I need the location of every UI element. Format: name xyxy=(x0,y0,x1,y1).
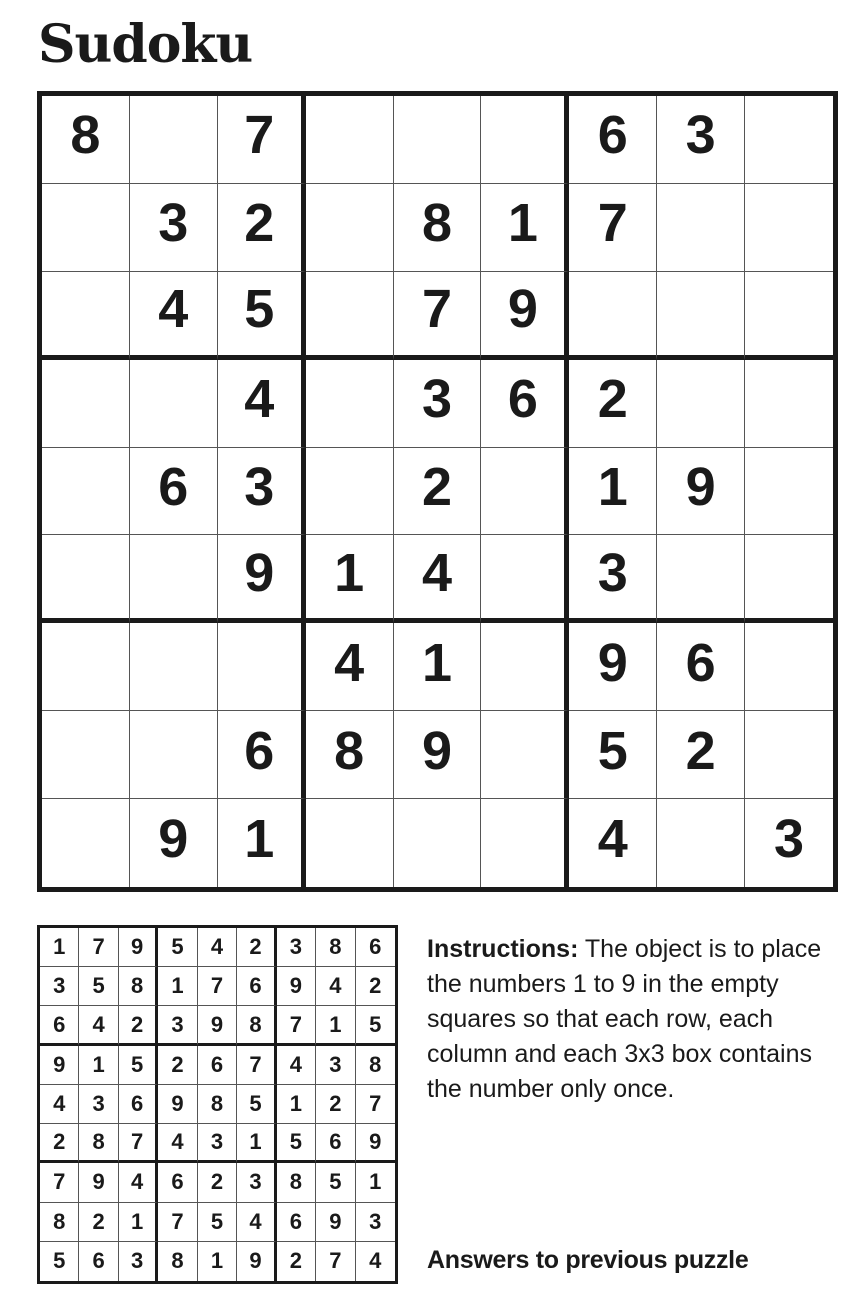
sudoku-cell[interactable] xyxy=(745,711,833,799)
solution-cell: 9 xyxy=(158,1085,197,1124)
solution-cell: 7 xyxy=(316,1242,355,1281)
solution-cell: 4 xyxy=(316,967,355,1006)
solution-cell: 8 xyxy=(277,1163,316,1202)
sudoku-cell: 9 xyxy=(481,272,569,360)
sudoku-cell[interactable] xyxy=(42,711,130,799)
solution-cell: 1 xyxy=(316,1006,355,1045)
sudoku-cell[interactable] xyxy=(306,184,394,272)
solution-cell: 4 xyxy=(277,1046,316,1085)
sudoku-cell: 9 xyxy=(657,448,745,536)
solution-cell: 1 xyxy=(237,1124,276,1163)
sudoku-cell: 8 xyxy=(306,711,394,799)
solution-cell: 1 xyxy=(79,1046,118,1085)
solution-cell: 7 xyxy=(237,1046,276,1085)
sudoku-cell: 7 xyxy=(569,184,657,272)
sudoku-cell[interactable] xyxy=(306,448,394,536)
instructions-text: The object is to place the numbers 1 to 9 in the empty squares so that each row, each column and each 3x3 box contains the number only once. xyxy=(427,935,822,1103)
sudoku-cell[interactable] xyxy=(481,799,569,887)
sudoku-cell: 9 xyxy=(218,535,306,623)
sudoku-cell[interactable] xyxy=(218,623,306,711)
solution-cell: 6 xyxy=(277,1203,316,1242)
solution-cell: 7 xyxy=(356,1085,395,1124)
solution-cell: 3 xyxy=(316,1046,355,1085)
sudoku-cell: 9 xyxy=(130,799,218,887)
sudoku-cell: 8 xyxy=(394,184,482,272)
sudoku-cell: 2 xyxy=(657,711,745,799)
solution-cell: 7 xyxy=(158,1203,197,1242)
solution-cell: 8 xyxy=(198,1085,237,1124)
solution-cell: 3 xyxy=(277,928,316,967)
sudoku-cell: 5 xyxy=(218,272,306,360)
solution-cell: 8 xyxy=(158,1242,197,1281)
solution-cell: 9 xyxy=(198,1006,237,1045)
sudoku-cell[interactable] xyxy=(657,272,745,360)
sudoku-cell[interactable] xyxy=(42,623,130,711)
solution-cell: 9 xyxy=(79,1163,118,1202)
solution-cell: 4 xyxy=(369,1248,382,1274)
sudoku-cell: 3 xyxy=(130,184,218,272)
sudoku-cell: 7 xyxy=(394,272,482,360)
sudoku-cell[interactable] xyxy=(657,535,745,623)
sudoku-cell: 4 xyxy=(130,272,218,360)
solution-cell: 4 xyxy=(158,1124,197,1163)
solution-cell: 2 xyxy=(277,1242,316,1281)
sudoku-cell[interactable] xyxy=(481,448,569,536)
sudoku-cell[interactable] xyxy=(481,711,569,799)
solution-cell: 3 xyxy=(119,1242,158,1281)
sudoku-cell: 3 xyxy=(218,448,306,536)
solution-cell: 2 xyxy=(198,1163,237,1202)
solution-cell: 8 xyxy=(119,967,158,1006)
solution-cell: 5 xyxy=(316,1163,355,1202)
solution-cell: 4 xyxy=(40,1085,79,1124)
solution-cell: 1 xyxy=(198,1242,237,1281)
sudoku-cell[interactable] xyxy=(657,360,745,448)
solution-cell: 6 xyxy=(158,1163,197,1202)
sudoku-cell[interactable] xyxy=(481,535,569,623)
solution-cell: 8 xyxy=(40,1203,79,1242)
sudoku-cell: 4 xyxy=(569,799,657,887)
solution-cell: 3 xyxy=(158,1006,197,1045)
solution-cell: 9 xyxy=(356,1124,395,1163)
solution-cell: 3 xyxy=(198,1124,237,1163)
sudoku-cell: 9 xyxy=(394,711,482,799)
solution-cell: 7 xyxy=(198,967,237,1006)
sudoku-cell[interactable] xyxy=(42,448,130,536)
sudoku-cell[interactable] xyxy=(481,96,569,184)
solution-cell: 6 xyxy=(79,1242,118,1281)
solution-cell: 7 xyxy=(40,1163,79,1202)
sudoku-cell[interactable] xyxy=(657,799,745,887)
sudoku-cell[interactable] xyxy=(306,96,394,184)
solution-cell: 9 xyxy=(119,928,158,967)
sudoku-cell[interactable] xyxy=(745,360,833,448)
sudoku-cell[interactable] xyxy=(306,272,394,360)
solution-cell: 7 xyxy=(119,1124,158,1163)
sudoku-cell: 2 xyxy=(394,448,482,536)
sudoku-cell[interactable] xyxy=(481,623,569,711)
sudoku-cell[interactable] xyxy=(130,360,218,448)
sudoku-cell[interactable] xyxy=(42,535,130,623)
solution-cell: 9 xyxy=(277,967,316,1006)
solution-cell: 6 xyxy=(198,1046,237,1085)
previous-solution-caption: Answers to previous puzzle xyxy=(427,1246,749,1274)
solution-cell: 2 xyxy=(79,1203,118,1242)
solution-cell: 9 xyxy=(316,1203,355,1242)
sudoku-cell: 3 xyxy=(657,96,745,184)
solution-cell: 1 xyxy=(356,1163,395,1202)
sudoku-cell: 6 xyxy=(218,711,306,799)
sudoku-cell[interactable] xyxy=(130,623,218,711)
solution-cell: 5 xyxy=(40,1242,79,1281)
sudoku-cell: 5 xyxy=(569,711,657,799)
solution-cell: 3 xyxy=(40,967,79,1006)
solution-cell: 4 xyxy=(237,1203,276,1242)
solution-cell: 8 xyxy=(79,1124,118,1163)
sudoku-cell: 1 xyxy=(306,535,394,623)
sudoku-cell: 6 xyxy=(481,360,569,448)
sudoku-cell[interactable] xyxy=(42,272,130,360)
solution-cell: 5 xyxy=(158,928,197,967)
sudoku-cell[interactable] xyxy=(569,272,657,360)
solution-cell: 2 xyxy=(316,1085,355,1124)
sudoku-cell[interactable] xyxy=(745,184,833,272)
sudoku-cell: 7 xyxy=(218,96,306,184)
sudoku-cell: 3 xyxy=(774,809,805,870)
solution-cell: 8 xyxy=(356,1046,395,1085)
solution-cell: 8 xyxy=(237,1006,276,1045)
sudoku-cell: 2 xyxy=(569,360,657,448)
sudoku-cell: 4 xyxy=(218,360,306,448)
sudoku-cell[interactable] xyxy=(42,360,130,448)
solution-cell: 5 xyxy=(356,1006,395,1045)
solution-cell: 6 xyxy=(316,1124,355,1163)
sudoku-cell: 9 xyxy=(569,623,657,711)
sudoku-cell[interactable] xyxy=(745,623,833,711)
sudoku-cell: 6 xyxy=(569,96,657,184)
solution-cell: 1 xyxy=(40,928,79,967)
solution-cell: 6 xyxy=(119,1085,158,1124)
sudoku-cell: 4 xyxy=(394,535,482,623)
sudoku-cell: 8 xyxy=(42,96,130,184)
solution-cell: 3 xyxy=(356,1203,395,1242)
solution-cell: 5 xyxy=(119,1046,158,1085)
solution-cell: 2 xyxy=(237,928,276,967)
solution-cell: 9 xyxy=(40,1046,79,1085)
solution-cell: 2 xyxy=(356,967,395,1006)
sudoku-cell: 6 xyxy=(657,623,745,711)
sudoku-cell[interactable] xyxy=(657,184,745,272)
solution-cell: 7 xyxy=(277,1006,316,1045)
sudoku-cell[interactable] xyxy=(130,535,218,623)
sudoku-cell[interactable] xyxy=(745,448,833,536)
instructions xyxy=(427,932,827,1107)
solution-cell: 5 xyxy=(79,967,118,1006)
sudoku-cell: 3 xyxy=(394,360,482,448)
solution-cell: 9 xyxy=(237,1242,276,1281)
solution-cell: 6 xyxy=(356,928,395,967)
solution-cell: 2 xyxy=(119,1006,158,1045)
sudoku-cell[interactable] xyxy=(306,360,394,448)
sudoku-cell: 3 xyxy=(569,535,657,623)
solution-cell: 4 xyxy=(119,1163,158,1202)
sudoku-cell[interactable] xyxy=(42,184,130,272)
sudoku-board xyxy=(37,91,838,892)
sudoku-cell: 6 xyxy=(130,448,218,536)
sudoku-cell[interactable] xyxy=(130,711,218,799)
sudoku-cell[interactable] xyxy=(42,799,130,887)
puzzle-title: Sudoku xyxy=(38,14,253,75)
sudoku-cell[interactable] xyxy=(394,96,482,184)
solution-cell: 5 xyxy=(198,1203,237,1242)
sudoku-cell: 1 xyxy=(569,448,657,536)
solution-cell: 5 xyxy=(237,1085,276,1124)
solution-cell: 5 xyxy=(277,1124,316,1163)
solution-cell: 1 xyxy=(119,1203,158,1242)
sudoku-cell: 4 xyxy=(306,623,394,711)
instructions-lead: Instructions: xyxy=(427,935,579,963)
sudoku-cell[interactable] xyxy=(745,535,833,623)
solution-cell: 6 xyxy=(40,1006,79,1045)
solution-cell: 4 xyxy=(198,928,237,967)
sudoku-cell[interactable] xyxy=(394,799,482,887)
solution-cell: 7 xyxy=(79,928,118,967)
sudoku-cell[interactable] xyxy=(306,799,394,887)
sudoku-cell: 1 xyxy=(394,623,482,711)
sudoku-cell[interactable] xyxy=(745,96,833,184)
sudoku-cell[interactable] xyxy=(745,272,833,360)
solution-cell: 2 xyxy=(40,1124,79,1163)
sudoku-cell: 1 xyxy=(218,799,306,887)
solution-cell: 3 xyxy=(237,1163,276,1202)
solution-cell: 6 xyxy=(237,967,276,1006)
solution-cell: 2 xyxy=(158,1046,197,1085)
sudoku-cell: 1 xyxy=(481,184,569,272)
sudoku-cell: 2 xyxy=(218,184,306,272)
sudoku-cell[interactable] xyxy=(130,96,218,184)
solution-cell: 8 xyxy=(316,928,355,967)
solution-cell: 1 xyxy=(158,967,197,1006)
solution-cell: 1 xyxy=(277,1085,316,1124)
solution-cell: 3 xyxy=(79,1085,118,1124)
solution-cell: 4 xyxy=(79,1006,118,1045)
previous-solution-grid xyxy=(37,925,398,1284)
